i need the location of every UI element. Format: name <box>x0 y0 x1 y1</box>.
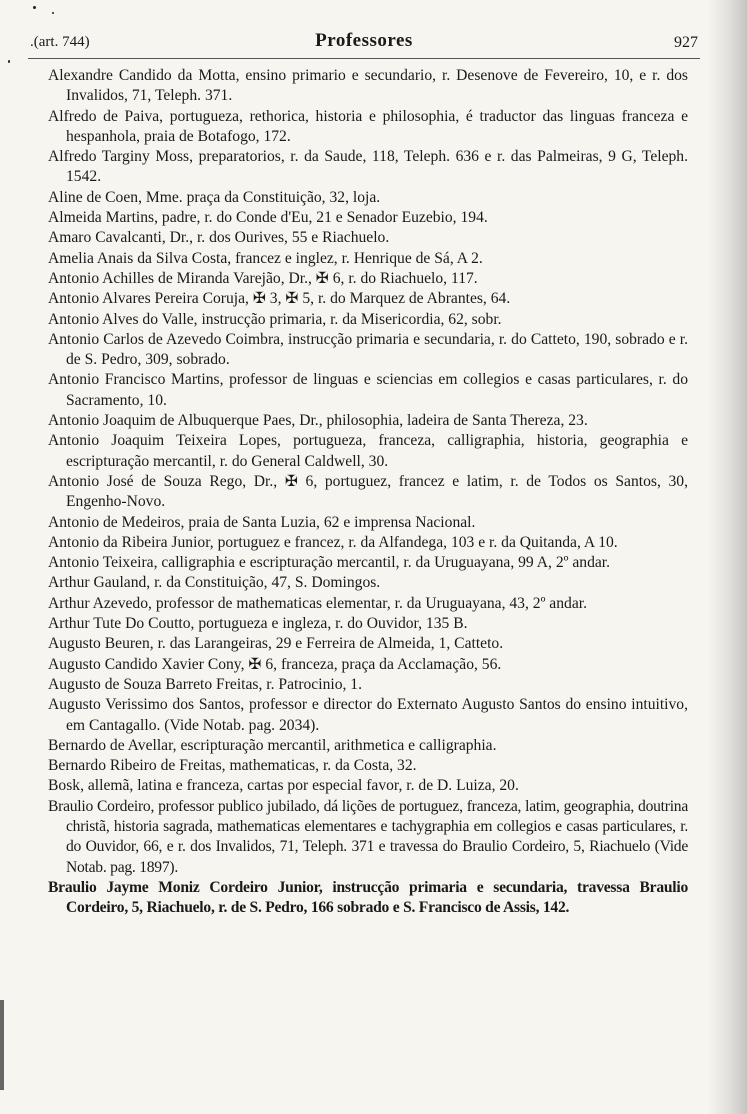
entry-text: Antonio Joaquim Teixeira Lopes, portugueza, franceza, calligraphia, historia, geographia e escripturação mercantil, r. do General Caldwell, 30. <box>48 432 692 470</box>
entry-text: Arthur Azevedo, professor de mathematicas elementar, r. da Uruguayana, 43, 2º andar. <box>48 594 587 612</box>
page-number: 927 <box>674 34 698 51</box>
ink-speck <box>52 12 54 14</box>
entry-text: Antonio Achilles de Miranda Varejão, Dr., ✠ 6, r. do Riachuelo, 117. <box>48 269 478 287</box>
directory-entry <box>48 634 688 654</box>
directory-entry <box>48 269 688 289</box>
entry-text: Augusto Candido Xavier Cony, ✠ 6, franceza, praça da Acclamação, 56. <box>48 655 502 673</box>
directory-entry <box>48 431 692 472</box>
ink-speck <box>8 60 10 63</box>
entry-text: Arthur Tute Do Coutto, portugueza e ingleza, r. do Ouvidor, 135 B. <box>48 615 468 633</box>
directory-entry <box>48 695 692 736</box>
directory-entry <box>48 573 688 593</box>
directory-entry <box>48 289 688 309</box>
entry-text: Antonio Alves do Valle, instrucção primaria, r. da Misericordia, 62, sobr. <box>48 310 502 328</box>
directory-entry <box>48 614 688 634</box>
entry-text: Antonio Alvares Pereira Coruja, ✠ 3, ✠ 5, r. do Marquez de Abrantes, 64. <box>48 290 511 308</box>
section-title: Professores <box>315 30 413 51</box>
entry-text: Braulio Jayme Moniz Cordeiro Junior, instrucção primaria e secundaria, travessa Braulio Cordeiro, 5, Riachuelo, r. de S. Pedro, 166 sobrado e S. Francisco de Assis, 142. <box>48 878 692 917</box>
entry-text: Antonio Francisco Martins, professor de linguas e sciencias em collegios e casas particulares, r. do Sacramento, 10. <box>48 371 692 409</box>
ink-speck <box>33 6 36 9</box>
entry-text: Amaro Cavalcanti, Dr., r. dos Ourives, 55 e Riachuelo. <box>48 229 390 247</box>
entry-text: Augusto Beuren, r. das Larangeiras, 29 e Ferreira de Almeida, 1, Catteto. <box>48 635 504 653</box>
page-edge-shadow <box>707 0 747 1114</box>
directory-entry <box>48 675 688 695</box>
directory-entry <box>48 513 688 533</box>
directory-entry <box>48 147 692 188</box>
directory-entry <box>48 878 692 919</box>
directory-entry <box>48 330 692 371</box>
entry-text: Braulio Cordeiro, professor publico jubilado, dá lições de portuguez, franceza, latim, geographia, doutrina christã, historia sagrada, mathematicas elementares e tachygraphia em collegios e casas particulares, r. do Ouvidor, 66, e r. dos Invalidos, 71, Teleph. 371 e travessa do Braulio Cordeiro, 5, Riachuelo (Vide Notab. pag. 1897). <box>48 797 692 876</box>
entry-text: Alfredo Targiny Moss, preparatorios, r. da Saude, 118, Teleph. 636 e r. das Palmeiras, 9 G, Teleph. 1542. <box>48 148 692 186</box>
entry-text: Aline de Coen, Mme. praça da Constituição, 32, loja. <box>48 188 381 206</box>
directory-entry <box>48 208 688 228</box>
directory-entry <box>48 594 688 614</box>
entry-text: Alexandre Candido da Motta, ensino primario e secundario, r. Desenove de Fevereiro, 10, e r. dos Invalidos, 71, Teleph. 371. <box>48 67 692 105</box>
directory-entry <box>48 736 688 756</box>
directory-entry <box>48 411 688 431</box>
article-reference: .(art. 744) <box>30 34 90 50</box>
directory-entry <box>48 756 688 776</box>
entry-text: Augusto Verissimo dos Santos, professor e director do Externato Augusto Santos do ensino intuitivo, em Cantagallo. (Vide Notab. pag. 2034). <box>48 696 692 734</box>
entry-text: Antonio Carlos de Azevedo Coimbra, instrucção primaria e secundaria, r. do Catteto, 190, sobrado e r. de S. Pedro, 309, sobrado. <box>48 330 692 369</box>
directory-entry <box>48 472 692 513</box>
entry-text: Augusto de Souza Barreto Freitas, r. Patrocinio, 1. <box>48 675 362 693</box>
entry-text: Alfredo de Paiva, portugueza, rethorica, historia e philosophia, é traductor das linguas franceza e hespanhola, praia de Botafogo, 172. <box>48 107 692 145</box>
entry-list <box>48 66 692 918</box>
entry-text: Antonio de Medeiros, praia de Santa Luzia, 62 e imprensa Nacional. <box>48 513 476 531</box>
directory-entry <box>48 797 692 878</box>
directory-entry <box>48 66 692 107</box>
directory-entry <box>48 533 688 553</box>
entry-text: Bernardo de Avellar, escripturação mercantil, arithmetica e calligraphia. <box>48 736 497 754</box>
entry-text: Bernardo Ribeiro de Freitas, mathematicas, r. da Costa, 32. <box>48 757 417 775</box>
directory-entry <box>48 249 688 269</box>
directory-entry <box>48 655 688 675</box>
entry-text: Bosk, allemã, latina e franceza, cartas por especial favor, r. de D. Luiza, 20. <box>48 777 519 795</box>
entry-text: Arthur Gauland, r. da Constituição, 47, S. Domingos. <box>48 574 381 592</box>
entry-text: Antonio José de Souza Rego, Dr., ✠ 6, portuguez, francez e latim, r. de Todos os Santos, 30, Engenho-Novo. <box>48 472 692 511</box>
entry-text: Antonio Teixeira, calligraphia e escripturação mercantil, r. da Uruguayana, 99 A, 2º andar. <box>48 554 611 572</box>
entry-text: Antonio da Ribeira Junior, portuguez e francez, r. da Alfandega, 103 e r. da Quitanda, A 10. <box>48 533 618 551</box>
entry-text: Amelia Anais da Silva Costa, francez e inglez, r. Henrique de Sá, A 2. <box>48 249 483 267</box>
header-rule <box>28 58 700 59</box>
directory-entry <box>48 107 692 148</box>
directory-entry <box>48 228 688 248</box>
entry-text: Antonio Joaquim de Albuquerque Paes, Dr., philosophia, ladeira de Santa Thereza, 23. <box>48 412 588 430</box>
directory-entry <box>48 370 692 411</box>
directory-entry <box>48 310 688 330</box>
directory-entry <box>48 553 688 573</box>
entry-text: Almeida Martins, padre, r. do Conde d'Eu, 21 e Senador Euzebio, 194. <box>48 209 488 227</box>
binding-mark <box>0 1000 4 1090</box>
directory-entry <box>48 776 688 796</box>
page-header <box>30 30 698 54</box>
directory-entry <box>48 188 688 208</box>
